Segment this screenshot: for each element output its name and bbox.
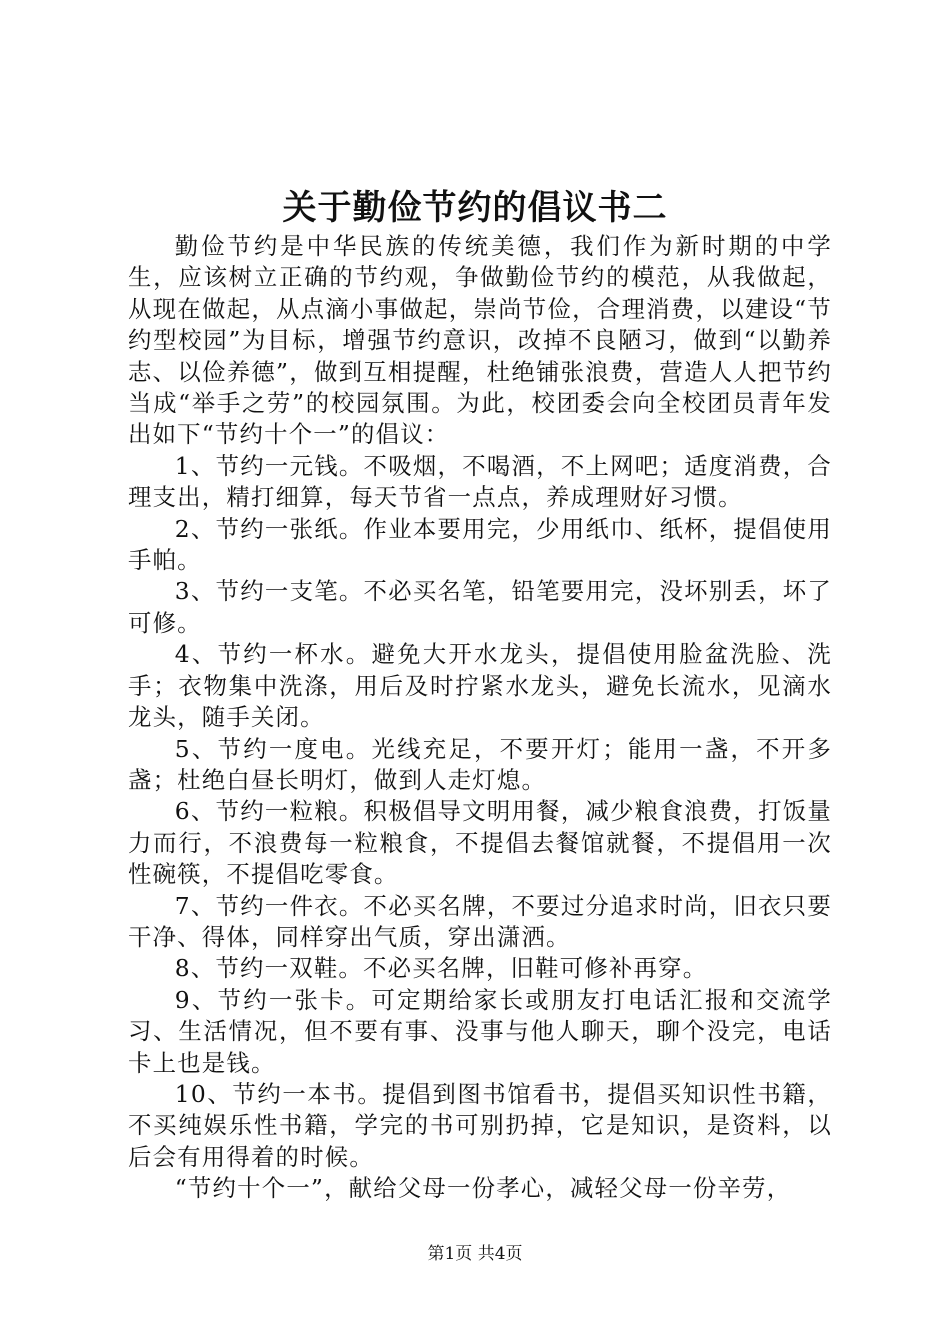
proposal-item-3: 3、节约一支笔。不必买名笔，铅笔要用完，没坏别丢，坏了可修。 (128, 577, 832, 637)
proposal-item-8: 8、节约一双鞋。不必买名牌，旧鞋可修补再穿。 (174, 954, 708, 983)
proposal-item-4: 4、节约一杯水。避免大开水龙头，提倡使用脸盆洗脸、洗手；衣物集中洗涤，用后及时拧紧水龙头，避免长流水，见滴水龙头，随手关闭。 (128, 640, 832, 732)
proposal-item-1: 1、节约一元钱。不吸烟，不喝酒，不上网吧；适度消费，合理支出，精打细算，每天节省一点点，养成理财好习惯。 (128, 451, 832, 512)
proposal-item-2: 2、节约一张纸。作业本要用完，少用纸巾、纸杯，提倡使用手帕。 (128, 514, 832, 575)
proposal-item-6: 6、节约一粒粮。积极倡导文明用餐，减少粮食浪费，打饭量力而行，不浪费每一粒粮食，不提倡去餐馆就餐，不提倡用一次性碗筷，不提倡吃零食。 (128, 797, 832, 889)
proposal-item-5: 5、节约一度电。光线充足，不要开灯；能用一盏，不开多盏；杜绝白昼长明灯，做到人走灯熄。 (128, 734, 832, 794)
document-title: 关于勤俭节约的倡议书二 (282, 188, 668, 228)
page-footer: 第1页 共4页 (427, 1244, 523, 1264)
proposal-item-9: 9、节约一张卡。可定期给家长或朋友打电话汇报和交流学习、生活情况，但不要有事、没事与他人聊天，聊个没完，电话卡上也是钱。 (128, 985, 832, 1077)
document-body (128, 231, 832, 1205)
closing-paragraph: “节约十个一”，献给父母一份孝心，减轻父母一份辛劳， (174, 1174, 792, 1203)
intro-paragraph: 勤俭节约是中华民族的传统美德，我们作为新时期的中学生，应该树立正确的节约观，争做勤俭节约的模范，从我做起，从现在做起，从点滴小事做起，崇尚节俭，合理消费，以建设“节约型校园”为目标，增强节约意识，改掉不良陋习，做到“以勤养志、以俭养德”，做到互相提醒，杜绝铺张浪费，营造人人把节约当成“举手之劳”的校园氛围。为此，校团委会向全校团员青年发出如下“节约十个一”的倡议： (128, 232, 832, 449)
proposal-item-7: 7、节约一件衣。不必买名牌，不要过分追求时尚，旧衣只要干净、得体，同样穿出气质，穿出潇洒。 (128, 891, 832, 951)
proposal-item-10: 10、节约一本书。提倡到图书馆看书，提倡买知识性书籍，不买纯娱乐性书籍，学完的书可别扔掉，它是知识，是资料，以后会有用得着的时候。 (128, 1079, 832, 1171)
